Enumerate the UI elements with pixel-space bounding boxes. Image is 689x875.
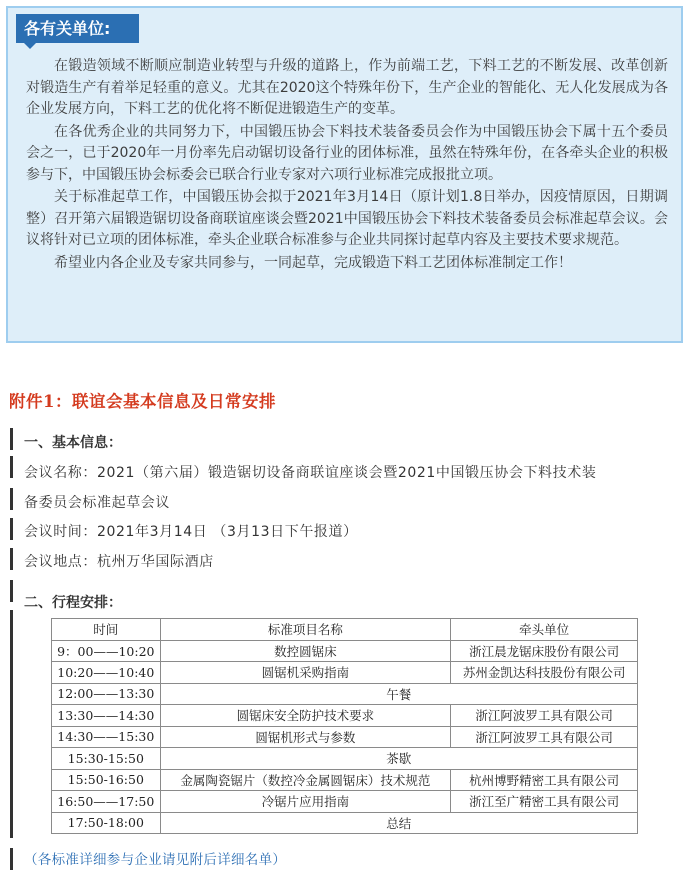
cell-item: 圆锯机形式与参数 — [160, 726, 451, 748]
meeting-name-line1: 会议名称：2021（第六届）锻造锯切设备商联谊座谈会暨2021中国锻压协会下料技术装 — [24, 465, 597, 481]
table-row — [52, 662, 638, 684]
notice-paragraph: 在锻造领域不断顺应制造业转型与升级的道路上，作为前端工艺，下料工艺的不断发展、改革创新对锻造生产有着举足轻重的意义。尤其在2020这个特殊年份下，生产企业的智能化、无人化发展成为各企业发展方向，下料工艺的优化将不断促进锻造生产的变革。 — [26, 58, 668, 117]
table-row — [52, 640, 638, 662]
cell-lead: 浙江晨龙锯床股份有限公司 — [451, 640, 638, 662]
section-bar — [10, 456, 13, 478]
cell-item: 冷锯片应用指南 — [160, 791, 451, 813]
section-bar — [10, 610, 13, 838]
notice-paragraph: 关于标准起草工作，中国锻压协会拟于2021年3月14日（原计划1.8日举办，因疫情原因，日期调整）召开第六届锻造锯切设备商联谊座谈会暨2021中国锻压协会下料技术装备委员会标准起草会议。会议将针对已立项的团体标准，牵头企业联合标准参与企业共同探讨起草内容及主要技术要求规范。 — [26, 189, 668, 248]
cell-item-merged: 午餐 — [160, 683, 637, 705]
cell-time: 17:50-18:00 — [52, 812, 161, 834]
table-row — [52, 705, 638, 727]
cell-item-merged: 茶歇 — [160, 748, 637, 770]
table-row — [52, 726, 638, 748]
table-header-row — [52, 619, 638, 641]
table-row — [52, 748, 638, 770]
meeting-place: 会议地点：杭州万华国际酒店 — [24, 554, 214, 570]
footnote: （各标准详细参与企业请见附后详细名单） — [24, 852, 287, 868]
cell-item: 圆锯机采购指南 — [160, 662, 451, 684]
cell-lead: 浙江阿波罗工具有限公司 — [451, 705, 638, 727]
column-header-time: 时间 — [52, 619, 161, 641]
cell-lead: 苏州金凯达科技股份有限公司 — [451, 662, 638, 684]
meeting-name-line2: 备委员会标准起草会议 — [24, 495, 170, 511]
column-header-lead: 牵头单位 — [451, 619, 638, 641]
notice-title-badge: 各有关单位: — [16, 14, 139, 43]
section-bar — [10, 488, 13, 510]
section-bar — [10, 580, 13, 602]
notice-box — [6, 6, 683, 343]
cell-item: 数控圆锯床 — [160, 640, 451, 662]
notice-paragraph: 希望业内各企业及专家共同参与，一同起草，完成锻造下料工艺团体标准制定工作！ — [54, 254, 572, 271]
cell-time: 16:50——17:50 — [52, 791, 161, 813]
cell-lead: 浙江至广精密工具有限公司 — [451, 791, 638, 813]
cell-time: 12:00——13:30 — [52, 683, 161, 705]
column-header-item: 标准项目名称 — [160, 619, 451, 641]
schedule-table — [51, 618, 638, 834]
section-heading-schedule: 二、行程安排： — [24, 595, 122, 611]
cell-time: 9：00——10:20 — [52, 640, 161, 662]
section-bar — [10, 548, 13, 570]
attachment-title: 附件1：联谊会基本信息及日常安排 — [9, 392, 276, 411]
table-row — [52, 683, 638, 705]
cell-time: 15:30-15:50 — [52, 748, 161, 770]
section-heading-basic-info: 一、基本信息： — [24, 435, 122, 451]
meeting-time: 会议时间：2021年3月14日 （3月13日下午报道） — [24, 524, 358, 540]
notice-paragraph: 在各优秀企业的共同努力下，中国锻压协会下料技术装备委员会作为中国锻压协会下属十五个委员会之一，已于2020年一月份率先启动锯切设备行业的团体标准，虽然在特殊年份，在各牵头企业的积极参与下，中国锻压协会标委会已联合行业专家对六项行业标准完成报批立项。 — [26, 123, 668, 183]
cell-item: 圆锯床安全防护技术要求 — [160, 705, 451, 727]
cell-lead: 浙江阿波罗工具有限公司 — [451, 726, 638, 748]
table-row — [52, 791, 638, 813]
cell-time: 10:20——10:40 — [52, 662, 161, 684]
section-bar — [10, 428, 13, 450]
cell-time: 15:50-16:50 — [52, 769, 161, 791]
cell-item-merged: 总结 — [160, 812, 637, 834]
section-bar — [10, 518, 13, 540]
cell-item: 金属陶瓷锯片（数控冷金属圆锯床）技术规范 — [160, 769, 451, 791]
section-bar — [10, 848, 13, 870]
cell-time: 13:30——14:30 — [52, 705, 161, 727]
table-row — [52, 769, 638, 791]
notice-body — [26, 56, 668, 275]
cell-lead: 杭州博野精密工具有限公司 — [451, 769, 638, 791]
table-row — [52, 812, 638, 834]
cell-time: 14:30——15:30 — [52, 726, 161, 748]
